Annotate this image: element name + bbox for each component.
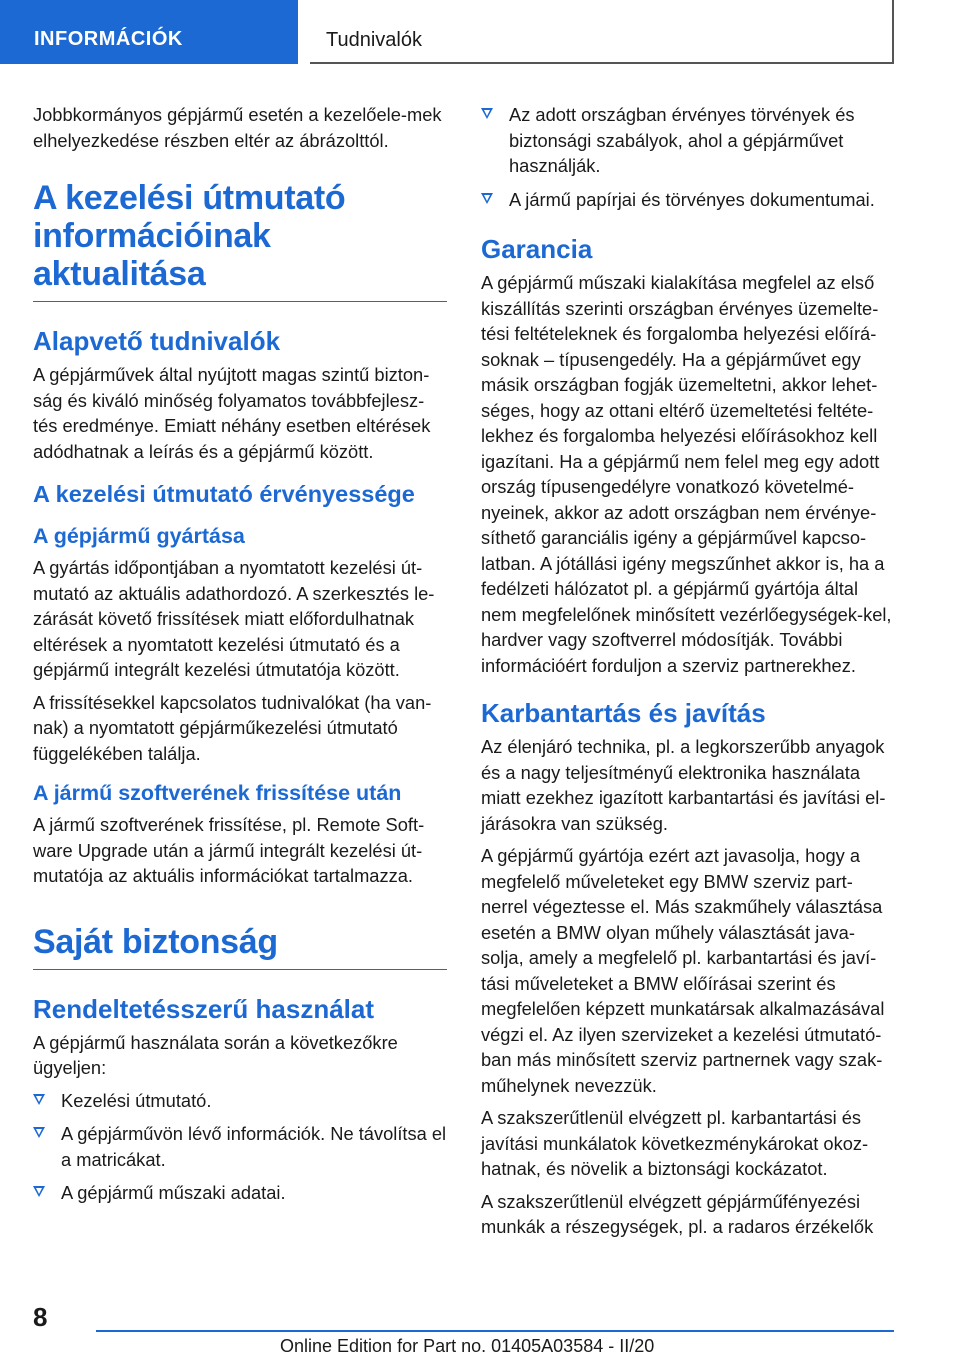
intended-paragraph: A gépjármű használata során a következőkre ügyeljen: xyxy=(33,1031,398,1078)
software-paragraph: A jármű szoftverének frissítése, pl. Remote Soft‐ware Upgrade után a jármű integrált kezelési út‐mutatója az aktuális információkat tartalmazza. xyxy=(33,814,425,886)
maintenance-paragraph-1: Az élenjáró technika, pl. a legkorszerűbb anyagok és a nagy teljesítményű elektronika használata miatt ezekhez igazított karbantartási és javítási el‐járásokra van szükség. xyxy=(481,736,886,834)
right-column xyxy=(481,102,895,1247)
left-column xyxy=(33,102,447,1214)
list-item: A jármű papírjai és törvényes dokumentumai. xyxy=(481,187,895,213)
list-item: Az adott országban érvényes törvények és biztonsági szabályok, ahol a gépjárművet használják. xyxy=(481,102,895,179)
production-paragraph-1: A gyártás időpontjában a nyomtatott kezelési út‐mutató az aktuális adathordozó. A szerkesztés le‐zárását követő frissítések miatt előfordulhatnak eltérések a nyomtatott kezelési útmutató és a gépjármű integrált kezelési útmutatója között. xyxy=(33,557,435,680)
intro-paragraph: Jobbkormányos gépjármű esetén a kezelőele‐mek elhelyezkedése részben eltér az ábrázolttól. xyxy=(33,104,442,151)
list-item: A gépjárművön lévő információk. Ne távolítsa el a matricákat. xyxy=(33,1121,447,1172)
maintenance-paragraph-2: A gépjármű gyártója ezért azt javasolja, hogy a megfelelő műveleteket egy BMW szerviz part‐nerrel végeztesse el. Más szakműhely választása esetén a BMW olyan műhely választását java‐solja, amely a megfelelő pl. karbantartási és javí‐tási műveleteket a BMW előírásai szerint és megfelelően képzett munkatársak alkalmazásával végzi el. Az ilyen szervizeket a kezelési útmutató‐ban más minősített szerviz partnernek vagy szak‐műhelynek nevezzük. xyxy=(481,845,885,1096)
footer-divider xyxy=(96,1330,894,1332)
heading-maintenance: Karbantartás és javítás xyxy=(481,698,766,728)
heading-software: A jármű szoftverének frissítése után xyxy=(33,781,402,805)
section-title: INFORMÁCIÓK xyxy=(34,28,183,50)
page-number: 8 xyxy=(33,1302,48,1332)
subsection-header xyxy=(310,0,894,64)
triangle-bullet-icon xyxy=(481,193,493,204)
maintenance-paragraph-3: A szakszerűtlenül elvégzett pl. karbantartási és javítási munkálatok következménykárokat okoz‐hatnak, és növelik a biztonsági kockázatot. xyxy=(481,1107,869,1179)
production-paragraph-2: A frissítésekkel kapcsolatos tudnivalókat (ha van‐nak) a nyomtatott gépjárműkezelési útmutató függelékében találja. xyxy=(33,691,432,764)
heading-intended-use: Rendeltetésszerű használat xyxy=(33,993,375,1024)
subsection-title: Tudnivalók xyxy=(326,29,422,51)
intended-list xyxy=(33,1088,447,1206)
triangle-bullet-icon xyxy=(33,1186,45,1197)
heading-safety: Saját biztonság xyxy=(33,923,447,970)
warranty-paragraph: A gépjármű műszaki kialakítása megfelel az első kiszállítás szerinti országban érvényes üzemelte‐tési feltételeknek és forgalomba helyezési előírá‐soknak – típusengedély. Ha a gépjárművet egy másik országban fogják üzemeltetni, akkor lehet‐séges, hogy az ottani eltérő üzemeltetési feltéte‐lekhez és forgalomba helyezési előírásokhoz kell igazítani. Ha a gépjármű nem felel meg egy adott ország típusengedélyre vonatkozó követelmé‐nyeinek, akkor az adott országban nem érvénye‐síthető garanciális igény a gépjárművel kapcso‐latban. A jótállási igény megszűnhet akkor is, ha a fedélzeti hálózatot pl. a gépjármű gyártója által nem megfelelőnek minősített vezérlőegységek‐kel, hardver vagy szoftverrel módosítják. További információért forduljon a szerviz partnerekhez. xyxy=(481,272,892,676)
heading-validity: A kezelési útmutató érvényessége xyxy=(33,481,415,507)
list-item: A gépjármű műszaki adatai. xyxy=(33,1180,447,1206)
triangle-bullet-icon xyxy=(481,108,493,119)
list-item: Kezelési útmutató. xyxy=(33,1088,447,1114)
footer-edition: Online Edition for Part no. 01405A03584 - II/20 xyxy=(280,1336,655,1356)
maintenance-paragraph-4: A szakszerűtlenül elvégzett gépjárműfényezési munkák a részegységek, pl. a radaros érzékelők xyxy=(481,1190,874,1237)
heading-warranty: Garancia xyxy=(481,234,593,264)
section-tab xyxy=(0,0,298,64)
heading-basics: Alapvető tudnivalók xyxy=(33,326,281,356)
laws-list xyxy=(481,102,895,212)
triangle-bullet-icon xyxy=(33,1127,45,1138)
heading-update: A kezelési útmutató információinak aktualitása xyxy=(33,179,447,302)
basics-paragraph: A gépjárművek által nyújtott magas szintű bizton‐ság és kiváló minőség folyamatos továbbfejlesz‐tés eredménye. Emiatt néhány esetben eltérések adódhatnak a leírás és a gépjármű között. xyxy=(33,364,431,462)
heading-production: A gépjármű gyártása xyxy=(33,524,245,548)
triangle-bullet-icon xyxy=(33,1094,45,1105)
